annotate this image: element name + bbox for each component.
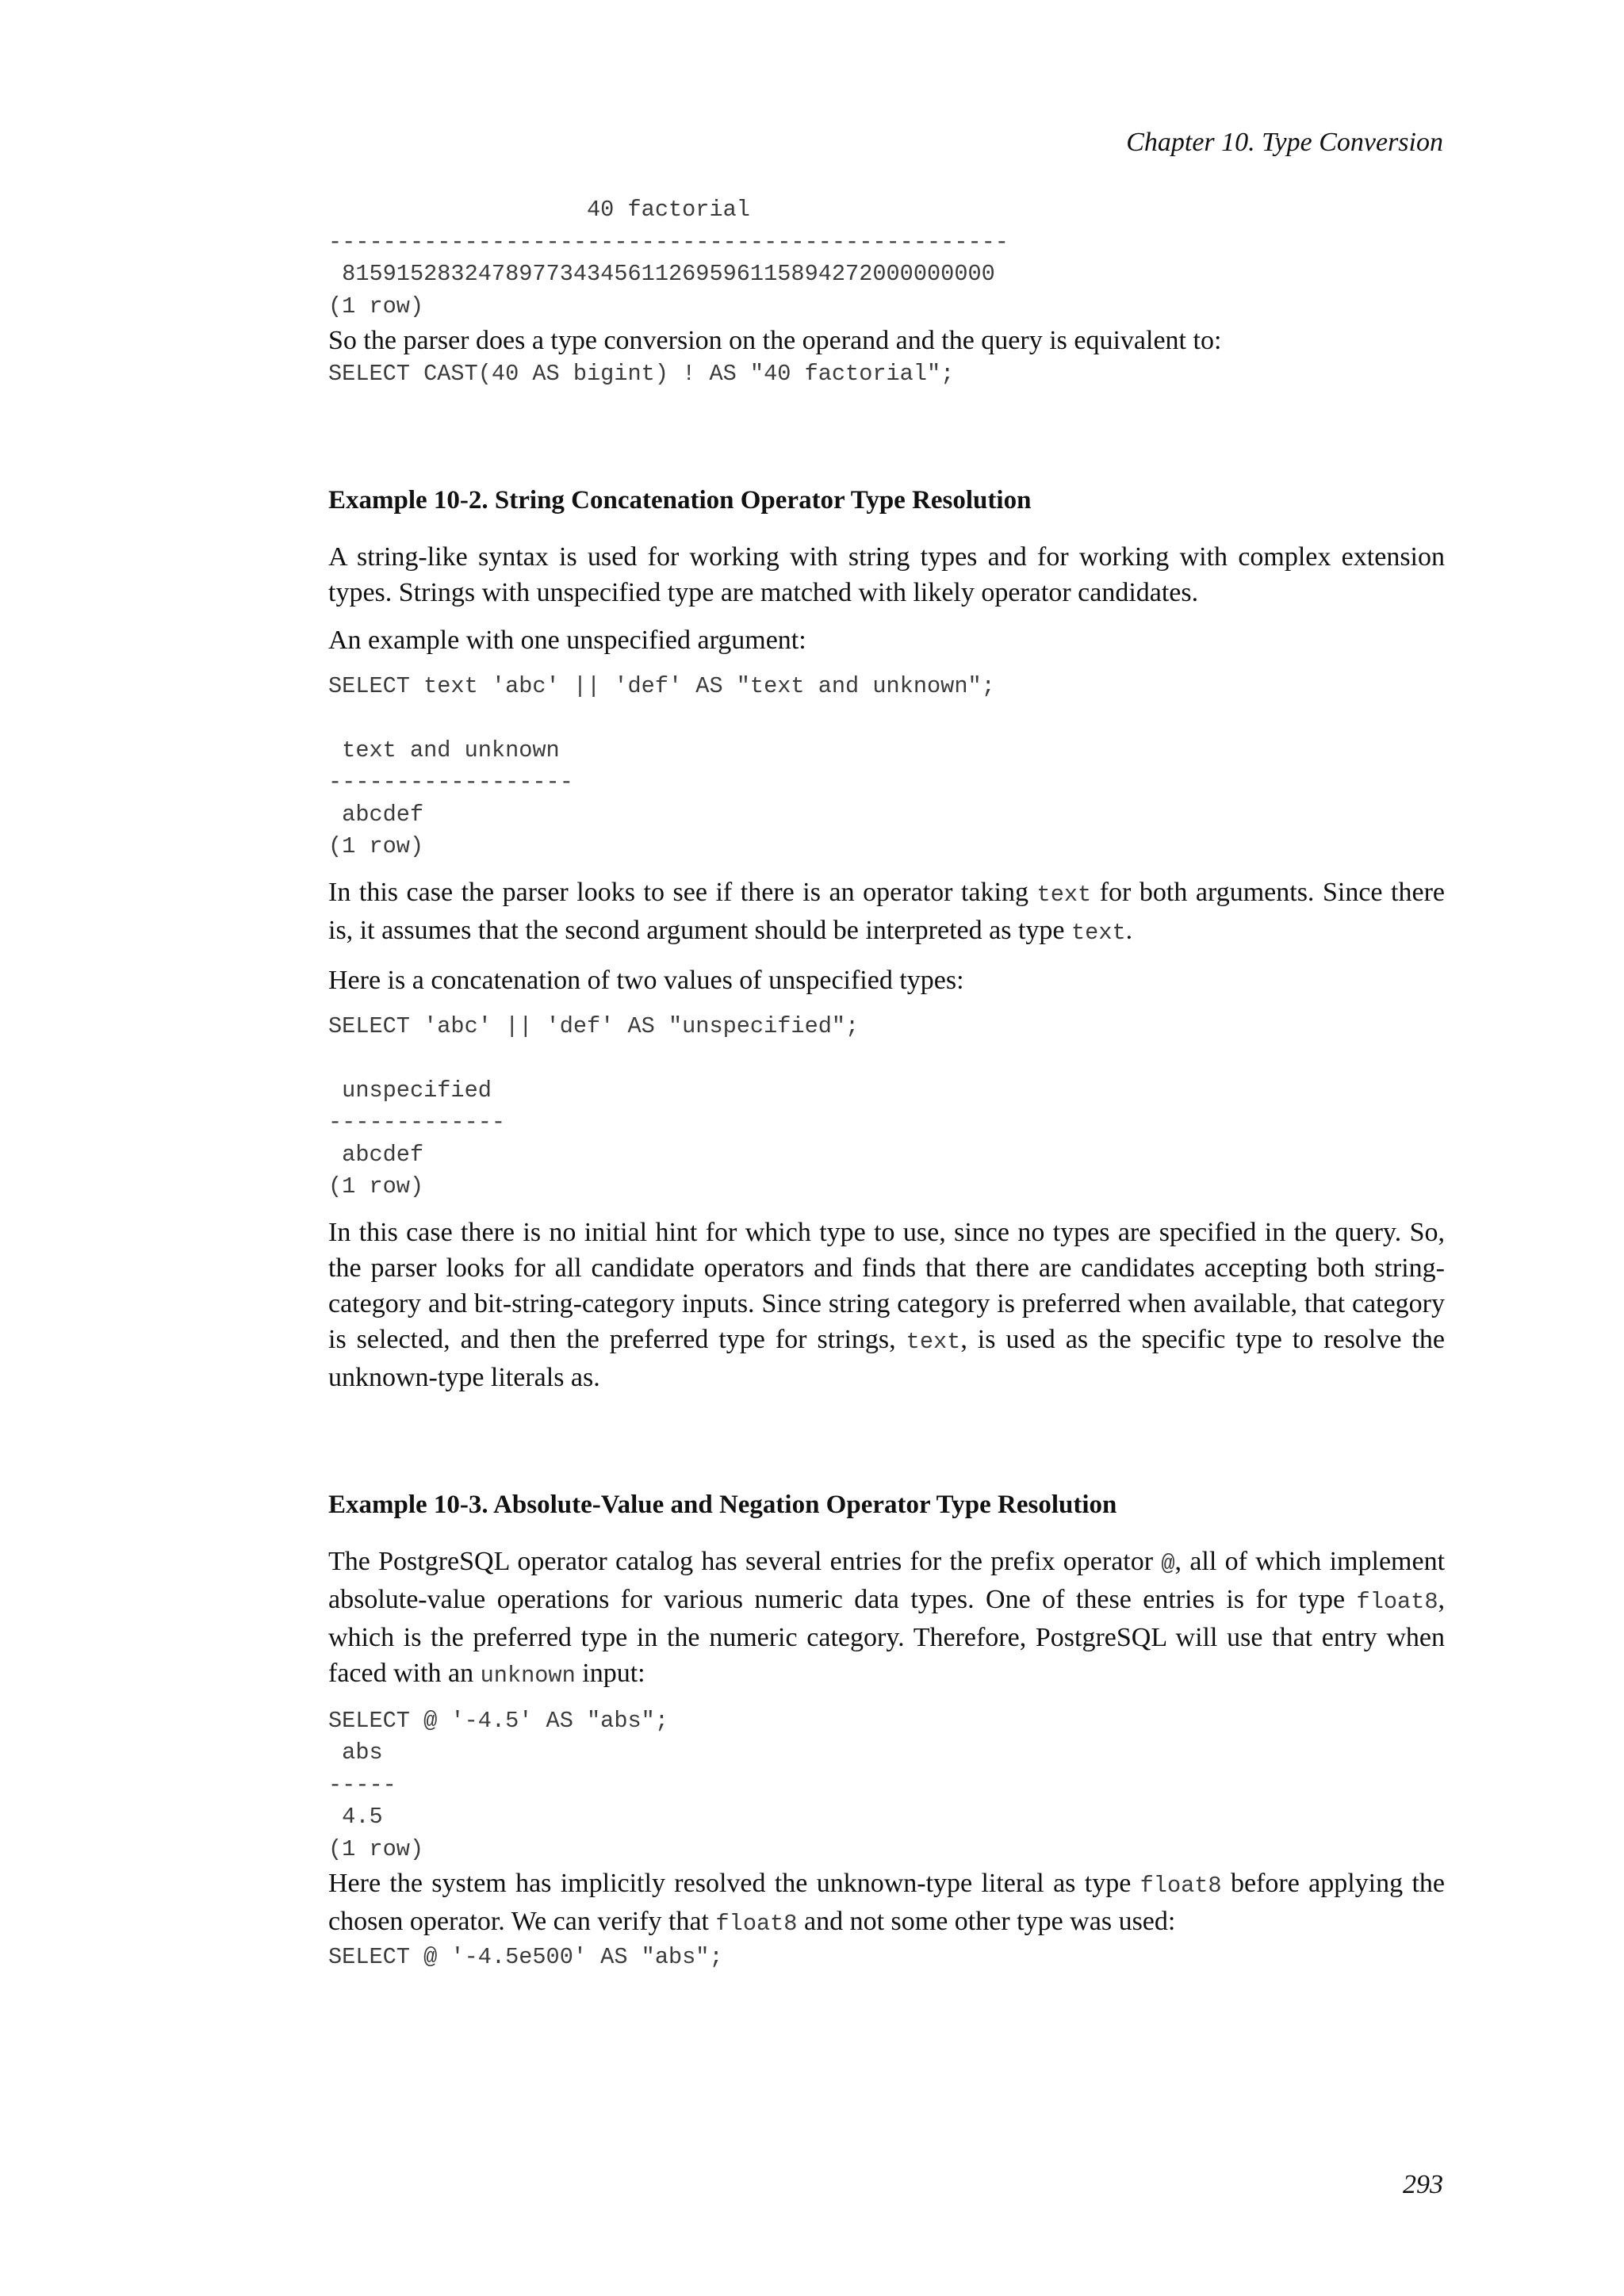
example-10-2-paragraph-2: An example with one unspecified argument: xyxy=(328,625,806,655)
inline-code: float8 xyxy=(715,1911,798,1937)
text-run: for both arguments. Since there is, it assumes that the second argument should be interpreted as type xyxy=(328,877,1446,945)
inline-code: float8 xyxy=(1139,1873,1222,1899)
inline-code: float8 xyxy=(1356,1588,1438,1615)
example-10-2-code-2: SELECT 'abc' || 'def' AS "unspecified"; unspecified ------------- abcdef (1 row) xyxy=(328,1012,860,1200)
text-run: In this case the parser looks to see if there is an operator taking xyxy=(328,877,1037,907)
text-run: and not some other type was used: xyxy=(797,1907,1176,1936)
example-10-3-code-1: SELECT @ '-4.5' AS "abs"; abs ----- 4.5 (1 row) xyxy=(328,1707,668,1862)
example-10-2-paragraph-1: A string-like syntax is used for working with string types and for working with complex extension types. Strings with unspecified type are matched with likely operator candidates. xyxy=(328,541,1445,607)
text-run: In this case there is no initial hint for which type to use, since no types are specified in the query. So, the parser looks for all candidate operators and finds that there are candidates accepting both string-category and bit-string-category inputs. Since string category is preferred when available, that category is selected, and then the preferred type for strings, xyxy=(328,1217,1445,1354)
text-run: The PostgreSQL operator catalog has several entries for the prefix operator xyxy=(328,1546,1162,1576)
text-run: Here the system has implicitly resolved the unknown-type literal as type xyxy=(328,1869,1140,1898)
factorial-result-block: 40 factorial -------------------------------------------------- 815915283247897734345611269596115894272000000000 (1 row) xyxy=(328,197,1009,320)
cast-query-code: SELECT CAST(40 AS bigint) ! AS "40 factorial"; xyxy=(328,361,955,387)
example-10-2-title: Example 10-2. String Concatenation Operator Type Resolution xyxy=(328,485,1032,515)
page-body xyxy=(328,194,1445,1974)
page-number: 293 xyxy=(1403,2170,1443,2199)
running-header: Chapter 10. Type Conversion xyxy=(1126,128,1443,157)
intro-paragraph: So the parser does a type conversion on the operand and the query is equivalent to: xyxy=(328,326,1222,355)
inline-code: @ xyxy=(1161,1550,1175,1577)
text-run: , which is the preferred type in the numeric category. Therefore, PostgreSQL will use that entry when faced with an xyxy=(328,1584,1445,1688)
example-10-2-paragraph-4: Here is a concatenation of two values of unspecified types: xyxy=(328,965,964,995)
text-run: , all of which implement absolute-value operations for various numeric data types. One of these entries is for type xyxy=(328,1546,1446,1614)
inline-code: text xyxy=(1071,919,1126,946)
example-10-3-code-2: SELECT @ '-4.5e500' AS "abs"; xyxy=(328,1944,723,1970)
example-10-2-paragraph-5 xyxy=(328,1215,1445,1395)
text-run: . xyxy=(1125,915,1133,945)
inline-code: text xyxy=(906,1328,961,1355)
text-run: , is used as the specific type to resolve the unknown-type literals as. xyxy=(328,1324,1445,1392)
example-10-2-code-1: SELECT text 'abc' || 'def' AS "text and unknown"; text and unknown ------------------ abcdef (1 row) xyxy=(328,672,995,859)
inline-code: unknown xyxy=(480,1662,576,1689)
example-10-3-paragraph-1 xyxy=(328,1544,1445,1693)
inline-code: text xyxy=(1036,881,1092,908)
example-10-2-paragraph-3 xyxy=(328,874,1445,951)
example-10-3-title: Example 10-3. Absolute-Value and Negation Operator Type Resolution xyxy=(328,1490,1117,1519)
text-run: before applying the chosen operator. We can verify that xyxy=(328,1869,1445,1936)
text-run: input: xyxy=(575,1658,645,1688)
example-10-3-paragraph-2 xyxy=(328,1866,1445,1942)
